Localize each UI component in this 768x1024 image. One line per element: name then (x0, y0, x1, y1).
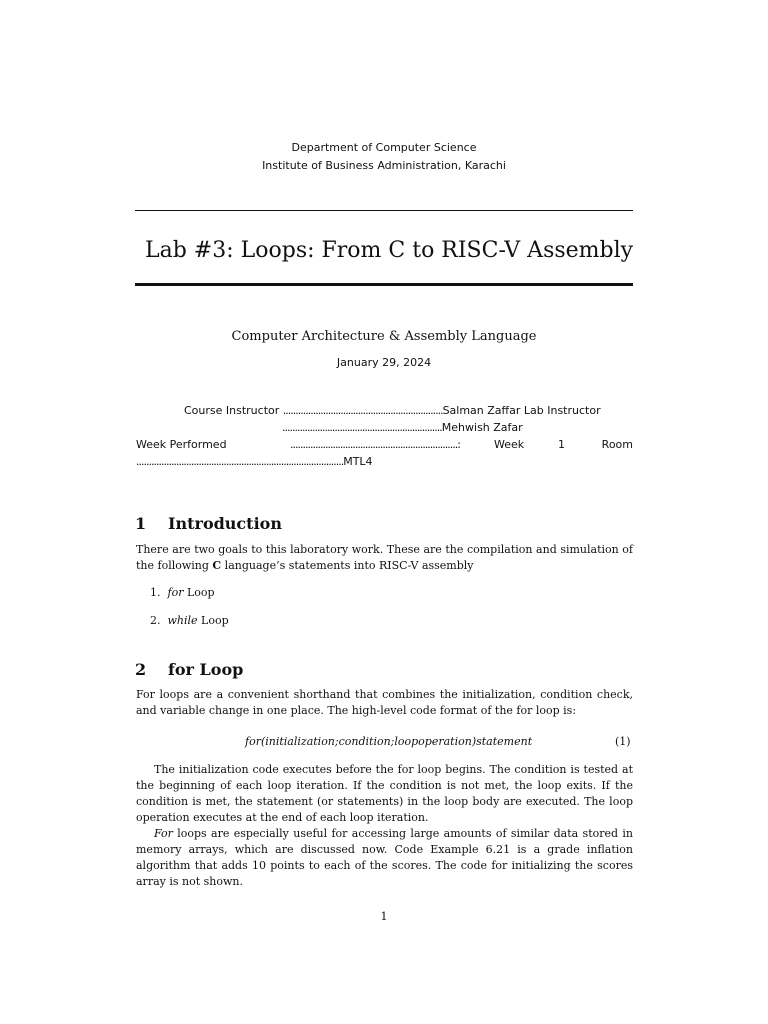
section-number: 2 (135, 660, 147, 679)
week-word: Week (494, 438, 525, 451)
title-bottom-rule (135, 283, 633, 286)
dot-leader: ................................................................ (282, 404, 443, 417)
title-top-rule (135, 210, 633, 211)
lab-instructor-name: Mehwish Zafar (441, 421, 523, 434)
section-number: 1 (135, 514, 147, 533)
initialization-paragraph: The initialization code executes before the for loop begins. The condition is tested at the beginning of each loop iteration. If the condition is not met, the loop exits. If the condition is met, the statement (or statements) in the loop body are executed. The loop operation executes at the end of each loop iteration. (136, 763, 633, 824)
document-title: Lab #3: Loops: From C to RISC-V Assembly (145, 238, 634, 263)
intro-language-name: C (212, 559, 222, 572)
section-title: Introduction (168, 514, 282, 533)
for-loop-paragraph: For loops are a convenient shorthand that combines the initialization, condition check, and variable change in one place. The high-level code format of the for loop is: (136, 688, 633, 717)
course-name: Computer Architecture & Assembly Language (231, 329, 537, 344)
list-keyword: while (167, 614, 198, 627)
list-marker: 1. (150, 586, 161, 599)
list-text: Loop (201, 614, 229, 627)
list-item (150, 613, 229, 629)
intro-text-end: language’s statements into RISC-V assembly (221, 559, 474, 572)
meta-line-2 (282, 419, 523, 436)
department-header (0, 139, 768, 175)
page-number: 1 (380, 910, 388, 923)
week-performed-label: Week Performed (136, 438, 227, 451)
paragraph-text: loops are especially useful for accessing large amounts of similar data stored in memory arrays, which are discussed now. Code Example 6.21 is a grade inflation algorithm that adds 10 points to each of the scores. The code for initializing the scores array is not shown. (136, 827, 633, 888)
meta-line-4 (136, 453, 373, 470)
department-name: Department of Computer Science (291, 141, 477, 154)
section-title: for Loop (168, 660, 244, 679)
dot-leader: ................................................................................... (136, 455, 344, 468)
list-keyword: for (167, 586, 184, 599)
course-instructor-name: Salman Zaffar (442, 404, 521, 417)
dot-leader: ...................................................................: (290, 438, 460, 451)
meta-line-1 (184, 402, 601, 419)
list-marker: 2. (150, 614, 161, 627)
arrays-paragraph (136, 826, 633, 890)
week-number: 1 (558, 438, 565, 451)
lab-instructor-label: Lab Instructor (523, 404, 601, 417)
section-heading-for-loop (135, 658, 243, 682)
course-instructor-label: Course Instructor (184, 404, 280, 417)
document-date: January 29, 2024 (336, 356, 432, 369)
intro-text: There are two goals to this laboratory work. These are the compilation and simulation of the following (136, 543, 633, 572)
paragraph-keyword: For (154, 827, 173, 840)
list-item (150, 585, 215, 601)
introduction-paragraph (136, 542, 633, 574)
for-loop-equation: for(initialization;condition;loopoperation)statement (245, 735, 533, 748)
room-value: MTL4 (343, 455, 373, 468)
dot-leader: ................................................................ (282, 421, 442, 434)
institute-name: Institute of Business Administration, Karachi (262, 159, 506, 172)
room-label: Room (601, 438, 633, 451)
section-heading-introduction (135, 512, 282, 536)
list-text: Loop (186, 586, 215, 599)
equation-number: (1) (615, 735, 631, 748)
